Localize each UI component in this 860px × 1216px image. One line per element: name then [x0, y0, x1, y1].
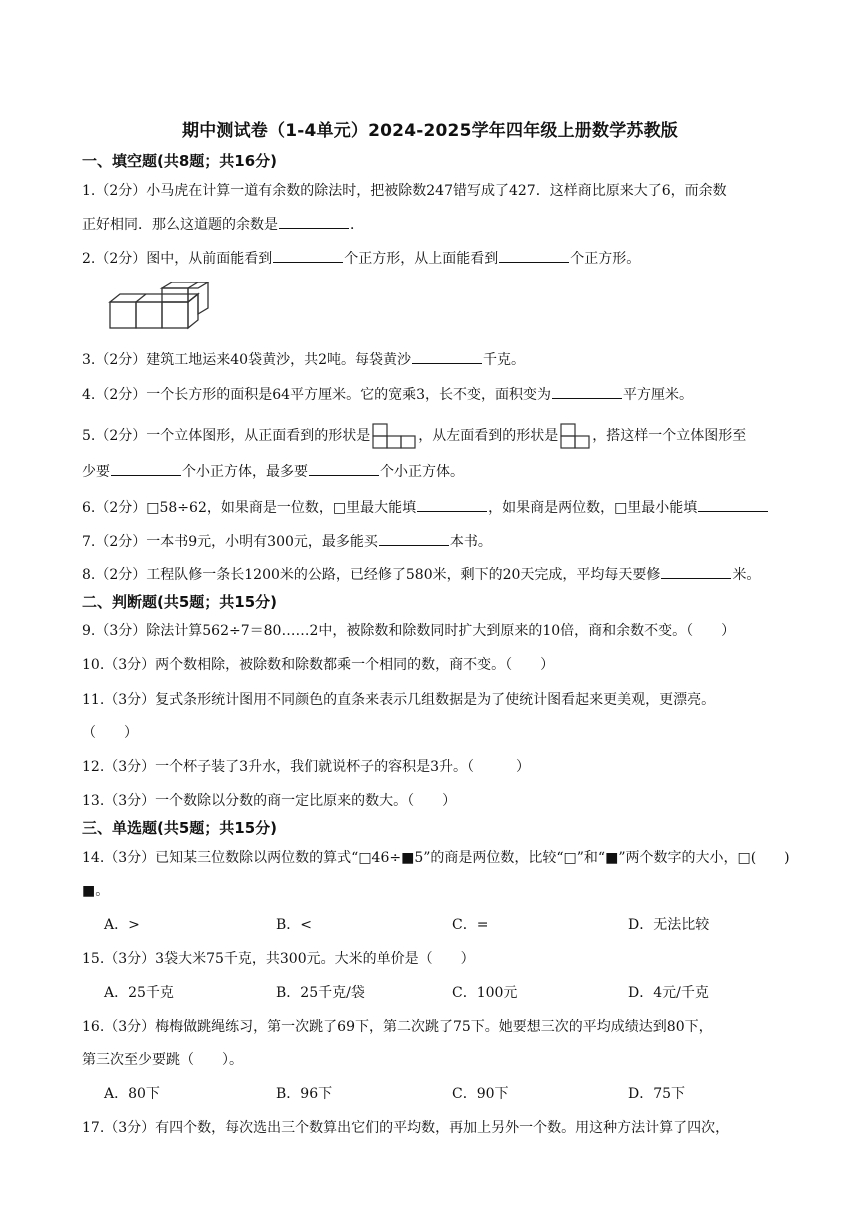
option-b[interactable]: B．25千克/袋 — [276, 985, 365, 1001]
question-4-text: 4.（2分）一个长方形的面积是64平方厘米。它的宽乘3，长不变，面积变为 — [82, 387, 551, 403]
question-3 — [82, 348, 812, 369]
question-5-text-a: 5.（2分）一个立体图形，从正面看到的形状是 — [82, 428, 371, 444]
option-d[interactable]: D．4元/千克 — [628, 985, 709, 1001]
question-5-text-d: 少要 — [82, 464, 110, 480]
question-8 — [82, 563, 812, 584]
answer-blank[interactable] — [552, 383, 622, 399]
question-5-text-f: 个小正方体。 — [380, 464, 464, 480]
question-14-line-1: 14.（3分）已知某三位数除以两位数的算式“□46÷■5”的商是两位数，比较“□”和“■”两个数字的大小，□( ) — [82, 850, 790, 866]
question-7-unit: 本书。 — [449, 534, 492, 550]
question-16-line-2: 第三次至少要跳（ ）。 — [82, 1052, 243, 1068]
cube-figure — [108, 282, 218, 332]
section-heading-true-false: 二、判断题(共5题；共15分) — [82, 593, 278, 611]
answer-blank[interactable] — [273, 247, 343, 263]
answer-blank[interactable] — [309, 460, 379, 476]
question-14-line-2: ■。 — [82, 883, 110, 899]
option-c[interactable]: C．= — [452, 917, 489, 933]
section-heading-fill-in: 一、填空题(共8题；共16分) — [82, 152, 278, 170]
answer-blank[interactable] — [698, 496, 768, 512]
option-d[interactable]: D．75下 — [628, 1086, 686, 1102]
answer-blank[interactable] — [379, 530, 449, 546]
question-2-text-b: 个正方形，从上面能看到 — [344, 251, 499, 267]
section-heading-multiple-choice: 三、单选题(共5题；共15分) — [82, 819, 278, 837]
question-13: 13.（3分）一个数除以分数的商一定比原来的数大。（ ） — [82, 793, 457, 809]
option-a[interactable]: A．> — [104, 917, 140, 933]
question-8-unit: 米。 — [732, 567, 761, 583]
question-2-text-c: 个正方形。 — [570, 251, 641, 267]
question-1-end: ． — [350, 217, 364, 233]
question-16-line-1: 16.（3分）梅梅做跳绳练习，第一次跳了69下，第二次跳了75下。她要想三次的平均成绩达到80下， — [82, 1019, 713, 1035]
question-9: 9.（3分）除法计算562÷7＝80……2中，被除数和除数同时扩大到原来的10倍，商和余数不变。（ ） — [82, 623, 736, 639]
answer-blank[interactable] — [111, 460, 181, 476]
question-6 — [82, 496, 812, 517]
answer-blank[interactable] — [417, 496, 487, 512]
question-6-text-b: ，如果商是两位数，□里最小能填 — [488, 500, 698, 516]
question-1-text: 正好相同．那么这道题的余数是 — [82, 217, 278, 233]
question-4 — [82, 383, 812, 404]
question-1-line-2 — [82, 213, 812, 234]
question-7 — [82, 530, 812, 551]
question-1-line-1: 1.（2分）小马虎在计算一道有余数的除法时，把被除数247错写成了427．这样商比原来大了6，而余数 — [82, 183, 727, 199]
question-12: 12.（3分）一个杯子装了3升水，我们就说杯子的容积是3升。（ ） — [82, 759, 530, 775]
question-17-line-1: 17.（3分）有四个数，每次选出三个数算出它们的平均数，再加上另外一个数。用这种方法计算了四次， — [82, 1120, 730, 1136]
question-7-text: 7.（2分）一本书9元，小明有300元，最多能买 — [82, 534, 378, 550]
question-8-text: 8.（2分）工程队修一条长1200米的公路，已经修了580米，剩下的20天完成，平均每天要修 — [82, 567, 661, 583]
question-4-unit: 平方厘米。 — [623, 387, 693, 403]
option-c[interactable]: C．100元 — [452, 985, 518, 1001]
question-5-text-e: 个小正方体，最多要 — [182, 464, 308, 480]
answer-blank[interactable] — [499, 247, 569, 263]
question-10: 10.（3分）两个数相除，被除数和除数都乘一个相同的数，商不变。（ ） — [82, 657, 555, 673]
question-5-line-1 — [82, 422, 812, 450]
option-c[interactable]: C．90下 — [452, 1086, 509, 1102]
question-2-text-a: 2.（2分）图中，从前面能看到 — [82, 251, 273, 267]
answer-blank[interactable] — [412, 348, 482, 364]
question-6-text-a: 6.（2分）□58÷62，如果商是一位数，□里最大能填 — [82, 500, 417, 516]
front-view-shape — [372, 422, 416, 450]
question-5-text-c: ，搭这样一个立体图形至 — [592, 428, 747, 444]
question-5-text-b: ，从左面看到的形状是 — [418, 428, 559, 444]
question-11-line-1: 11.（3分）复式条形统计图用不同颜色的直条来表示几组数据是为了使统计图看起来更美观，更漂亮。 — [82, 692, 716, 708]
option-b[interactable]: B．96下 — [276, 1086, 333, 1102]
question-11-answer-paren[interactable]: （ ） — [82, 725, 138, 741]
question-3-unit: 千克。 — [483, 352, 525, 368]
option-a[interactable]: A．25千克 — [104, 985, 174, 1001]
answer-blank[interactable] — [661, 563, 731, 579]
option-d[interactable]: D．无法比较 — [628, 917, 710, 933]
question-3-text: 3.（2分）建筑工地运来40袋黄沙，共2吨。每袋黄沙 — [82, 352, 411, 368]
question-5-line-2 — [82, 460, 812, 481]
option-a[interactable]: A．80下 — [104, 1086, 160, 1102]
answer-blank[interactable] — [279, 213, 349, 229]
left-view-shape — [560, 422, 590, 450]
question-15: 15.（3分）3袋大米75千克，共300元。大米的单价是（ ） — [82, 951, 475, 967]
question-2 — [82, 247, 812, 268]
page-title: 期中测试卷（1-4单元）2024-2025学年四年级上册数学苏教版 — [182, 121, 678, 141]
option-b[interactable]: B．< — [276, 917, 313, 933]
